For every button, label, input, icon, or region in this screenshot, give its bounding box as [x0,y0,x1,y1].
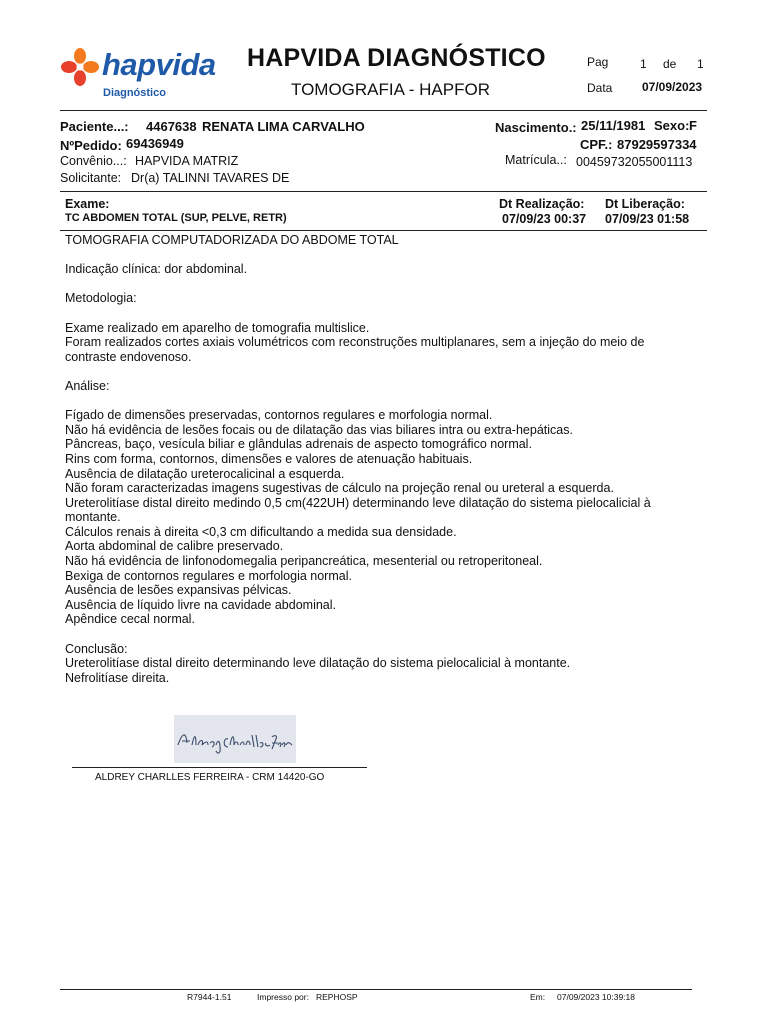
order-value: 69436949 [126,136,184,151]
page-total: 1 [697,57,704,71]
insurance-value: HAPVIDA MATRIZ [135,154,239,168]
exam-divider [60,230,707,231]
flower-logo-icon [60,47,100,87]
header-divider [60,110,707,111]
release-date-value: 07/09/23 01:58 [605,212,690,226]
page-number: 1 [640,57,647,71]
requester-label: Solicitante: [60,171,122,185]
conclusion-text: Ureterolitíase distal direito determinando leve dilatação do sistema pielocalicial à montante. Nefrolitíase direita. [65,656,571,685]
analysis-heading: Análise: [65,378,110,393]
signature-line [72,767,367,768]
insurance-label: Convênio...: [60,154,127,168]
printed-by-value: REPHOSP [316,992,358,1002]
requester-value: Dr(a) TALINNI TAVARES DE [131,171,290,185]
release-date-label: Dt Liberação: [605,197,685,211]
printed-at-label: Em: [530,992,546,1002]
cpf-value: 87929597334 [617,137,697,152]
printed-by-label: Impresso por: [257,992,309,1002]
analysis-text: Fígado de dimensões preservadas, contornos regulares e morfologia normal. Não há evidência de lesões focais ou de dilatação das vias biliares intra ou extra-hepáticas. Pâncreas, baço, vesícula biliar e glândulas adrenais de aspecto tomográfico normal. Rins com forma, contornos, dimensões e valores de atenuação habituais. Ausência de dilatação ureterocalicinal a esquerda. Não foram caracterizadas imagens sugestivas de cálculo na projeção renal ou ureteral a esquerda. Ureterolitíase distal direito medindo 0,5 cm(422UH) determinando leve dilatação do sistema pielocalicial à montante. Cálculos renais à direita <0,3 cm dificultando a medida sua densidade. Aorta abdominal de calibre preservado. Não há evidência de linfonodomegalia peripancreática, mesenterial ou retroperitoneal. Bexiga de contornos regulares e morfologia normal. Ausência de lesões expansivas pélvicas. Ausência de líquido livre na cavidade abdominal. Apêndice cecal normal. [65,408,651,627]
patient-divider [60,191,707,192]
conclusion-heading: Conclusão: [65,641,128,656]
page-title: HAPVIDA DIAGNÓSTICO [247,44,546,72]
handwritten-signature-icon [174,715,296,763]
registration-label: Matrícula..: [505,153,567,167]
performed-date-label: Dt Realização: [499,197,585,211]
cpf-label: CPF.: [580,137,613,152]
birth-label: Nascimento.: [495,120,577,135]
patient-label: Paciente...: [60,119,129,134]
sex-label: Sexo: [654,118,690,133]
footer-divider [60,989,692,990]
exam-value: TC ABDOMEN TOTAL (SUP, PELVE, RETR) [65,212,287,224]
methodology-text: Exame realizado em aparelho de tomografia multislice. Foram realizados cortes axiais volumétricos com reconstruções multiplanares, sem a injeção do meio de contraste endovenoso. [65,320,645,364]
exam-label: Exame: [65,197,110,211]
printed-at-value: 07/09/2023 10:39:18 [557,992,635,1002]
sex-value: F [689,118,697,133]
logo-wordmark: hapvida [102,47,216,82]
date-value: 07/09/2023 [642,80,703,94]
hapvida-logo [60,44,220,102]
footer-code: R7944-1.51 [187,992,232,1002]
signature-image [174,715,296,763]
report-body [65,233,705,685]
registration-value: 00459732055001113 [576,155,693,169]
birth-value: 25/11/1981 [581,118,646,133]
signer-name: ALDREY CHARLLES FERREIRA - CRM 14420-GO [95,772,325,783]
performed-date-value: 07/09/23 00:37 [502,212,587,226]
patient-id: 4467638 [146,119,197,134]
patient-name: RENATA LIMA CARVALHO [202,119,365,134]
methodology-heading: Metodologia: [65,291,137,306]
page-label: Pag [587,55,609,69]
order-label: NºPedido: [60,138,122,153]
clinical-indication: Indicação clínica: dor abdominal. [65,262,248,277]
date-label: Data [587,81,613,95]
page-subtitle: TOMOGRAFIA - HAPFOR [291,80,490,99]
page-of-label: de [663,57,677,71]
logo-subtitle: Diagnóstico [103,87,166,99]
report-title: TOMOGRAFIA COMPUTADORIZADA DO ABDOME TOTAL [65,233,399,247]
